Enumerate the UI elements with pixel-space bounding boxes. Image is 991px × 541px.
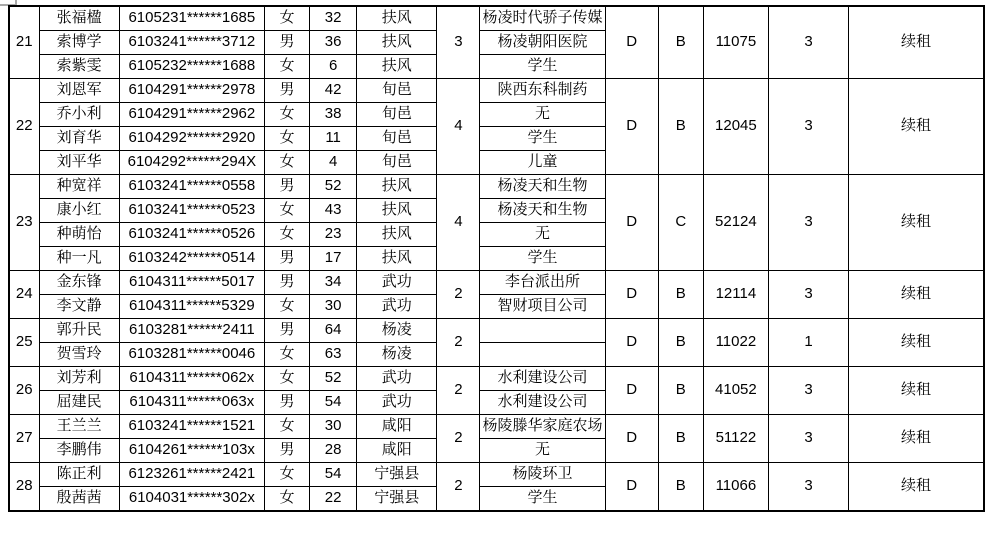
code-d-cell: D [605, 6, 658, 79]
id-number-cell: 6103242******0514 [119, 247, 264, 271]
origin-cell: 杨凌 [357, 343, 437, 367]
age-cell: 64 [310, 319, 357, 343]
code-d-cell: D [605, 415, 658, 463]
group-number-cell: 21 [9, 6, 39, 79]
name-cell: 刘育华 [39, 127, 119, 151]
group-number-cell: 27 [9, 415, 39, 463]
room-number-cell: 11075 [703, 6, 768, 79]
origin-cell: 杨凌 [357, 319, 437, 343]
name-cell: 陈正利 [39, 463, 119, 487]
room-number-cell: 11066 [703, 463, 768, 512]
household-count-cell: 2 [437, 415, 480, 463]
room-number-cell: 11022 [703, 319, 768, 367]
name-cell: 乔小利 [39, 103, 119, 127]
origin-cell: 旬邑 [357, 79, 437, 103]
origin-cell: 扶风 [357, 199, 437, 223]
id-number-cell: 6104292******294X [119, 151, 264, 175]
origin-cell: 扶风 [357, 223, 437, 247]
workplace-cell: 儿童 [480, 151, 605, 175]
name-cell: 种一凡 [39, 247, 119, 271]
household-count-cell: 3 [437, 6, 480, 79]
age-cell: 52 [310, 175, 357, 199]
origin-cell: 扶风 [357, 175, 437, 199]
workplace-cell: 杨凌天和生物 [480, 199, 605, 223]
gender-cell: 女 [265, 6, 310, 31]
name-cell: 种宽祥 [39, 175, 119, 199]
id-number-cell: 6104311******062x [119, 367, 264, 391]
member-row [9, 175, 984, 199]
years-cell: 3 [768, 271, 848, 319]
age-cell: 63 [310, 343, 357, 367]
code-b-cell: B [658, 271, 703, 319]
name-cell: 刘平华 [39, 151, 119, 175]
household-count-cell: 2 [437, 271, 480, 319]
years-cell: 3 [768, 175, 848, 271]
id-number-cell: 6103241******0558 [119, 175, 264, 199]
workplace-cell: 学生 [480, 55, 605, 79]
gender-cell: 男 [265, 271, 310, 295]
gender-cell: 男 [265, 439, 310, 463]
workplace-cell: 学生 [480, 247, 605, 271]
name-cell: 刘恩军 [39, 79, 119, 103]
name-cell: 金东锋 [39, 271, 119, 295]
origin-cell: 扶风 [357, 55, 437, 79]
member-row [9, 367, 984, 391]
gender-cell: 男 [265, 319, 310, 343]
age-cell: 52 [310, 367, 357, 391]
renewal-status-cell: 续租 [849, 463, 984, 512]
age-cell: 30 [310, 295, 357, 319]
member-row [9, 79, 984, 103]
origin-cell: 宁强县 [357, 487, 437, 512]
tenant-roster-table [8, 5, 985, 512]
name-cell: 郭升民 [39, 319, 119, 343]
id-number-cell: 6103241******3712 [119, 31, 264, 55]
group-number-cell: 23 [9, 175, 39, 271]
code-d-cell: D [605, 175, 658, 271]
member-row [9, 271, 984, 295]
age-cell: 32 [310, 6, 357, 31]
code-d-cell: D [605, 79, 658, 175]
member-row [9, 415, 984, 439]
id-number-cell: 6104291******2978 [119, 79, 264, 103]
origin-cell: 武功 [357, 367, 437, 391]
code-b-cell: B [658, 463, 703, 512]
age-cell: 22 [310, 487, 357, 512]
age-cell: 28 [310, 439, 357, 463]
code-b-cell: B [658, 319, 703, 367]
workplace-cell: 杨凌朝阳医院 [480, 31, 605, 55]
room-number-cell: 51122 [703, 415, 768, 463]
origin-cell: 旬邑 [357, 127, 437, 151]
origin-cell: 宁强县 [357, 463, 437, 487]
member-row [9, 6, 984, 31]
gender-cell: 女 [265, 415, 310, 439]
code-b-cell: C [658, 175, 703, 271]
household-count-cell: 4 [437, 175, 480, 271]
id-number-cell: 6104261******103x [119, 439, 264, 463]
workplace-cell: 陕西东科制药 [480, 79, 605, 103]
workplace-cell: 智财项目公司 [480, 295, 605, 319]
workplace-cell: 杨凌时代骄子传媒 [480, 6, 605, 31]
code-d-cell: D [605, 271, 658, 319]
gender-cell: 女 [265, 295, 310, 319]
workplace-cell: 杨凌天和生物 [480, 175, 605, 199]
age-cell: 4 [310, 151, 357, 175]
origin-cell: 武功 [357, 271, 437, 295]
code-b-cell: B [658, 79, 703, 175]
renewal-status-cell: 续租 [849, 6, 984, 79]
gender-cell: 女 [265, 151, 310, 175]
gender-cell: 男 [265, 391, 310, 415]
origin-cell: 武功 [357, 391, 437, 415]
code-d-cell: D [605, 367, 658, 415]
workplace-cell: 李台派出所 [480, 271, 605, 295]
years-cell: 3 [768, 6, 848, 79]
age-cell: 34 [310, 271, 357, 295]
origin-cell: 咸阳 [357, 439, 437, 463]
name-cell: 索博学 [39, 31, 119, 55]
workplace-cell: 杨陵滕华家庭农场 [480, 415, 605, 439]
years-cell: 3 [768, 367, 848, 415]
gender-cell: 男 [265, 247, 310, 271]
room-number-cell: 41052 [703, 367, 768, 415]
room-number-cell: 12045 [703, 79, 768, 175]
years-cell: 3 [768, 463, 848, 512]
household-count-cell: 2 [437, 367, 480, 415]
age-cell: 38 [310, 103, 357, 127]
code-b-cell: B [658, 367, 703, 415]
age-cell: 11 [310, 127, 357, 151]
gender-cell: 男 [265, 79, 310, 103]
gender-cell: 女 [265, 367, 310, 391]
workplace-cell: 无 [480, 223, 605, 247]
renewal-status-cell: 续租 [849, 367, 984, 415]
origin-cell: 扶风 [357, 31, 437, 55]
id-number-cell: 6104311******5017 [119, 271, 264, 295]
code-b-cell: B [658, 415, 703, 463]
renewal-status-cell: 续租 [849, 79, 984, 175]
gender-cell: 女 [265, 199, 310, 223]
group-number-cell: 26 [9, 367, 39, 415]
id-number-cell: 6104291******2962 [119, 103, 264, 127]
age-cell: 54 [310, 391, 357, 415]
renewal-status-cell: 续租 [849, 415, 984, 463]
workplace-cell: 水利建设公司 [480, 367, 605, 391]
name-cell: 刘芳利 [39, 367, 119, 391]
origin-cell: 武功 [357, 295, 437, 319]
workplace-cell: 无 [480, 103, 605, 127]
origin-cell: 扶风 [357, 6, 437, 31]
origin-cell: 扶风 [357, 247, 437, 271]
id-number-cell: 6103241******0523 [119, 199, 264, 223]
name-cell: 屈建民 [39, 391, 119, 415]
years-cell: 1 [768, 319, 848, 367]
workplace-cell: 学生 [480, 487, 605, 512]
member-row [9, 319, 984, 343]
gender-cell: 女 [265, 487, 310, 512]
group-number-cell: 24 [9, 271, 39, 319]
gender-cell: 女 [265, 343, 310, 367]
name-cell: 索紫雯 [39, 55, 119, 79]
id-number-cell: 6103241******0526 [119, 223, 264, 247]
group-number-cell: 22 [9, 79, 39, 175]
name-cell: 王兰兰 [39, 415, 119, 439]
renewal-status-cell: 续租 [849, 319, 984, 367]
room-number-cell: 52124 [703, 175, 768, 271]
code-d-cell: D [605, 463, 658, 512]
group-number-cell: 28 [9, 463, 39, 512]
group-number-cell: 25 [9, 319, 39, 367]
id-number-cell: 6103281******2411 [119, 319, 264, 343]
name-cell: 贺雪玲 [39, 343, 119, 367]
workplace-cell [480, 343, 605, 367]
years-cell: 3 [768, 415, 848, 463]
gender-cell: 女 [265, 463, 310, 487]
room-number-cell: 12114 [703, 271, 768, 319]
years-cell: 3 [768, 79, 848, 175]
id-number-cell: 6103241******1521 [119, 415, 264, 439]
origin-cell: 旬邑 [357, 151, 437, 175]
gender-cell: 女 [265, 223, 310, 247]
id-number-cell: 6104031******302x [119, 487, 264, 512]
workplace-cell: 无 [480, 439, 605, 463]
age-cell: 30 [310, 415, 357, 439]
name-cell: 种萌怡 [39, 223, 119, 247]
origin-cell: 咸阳 [357, 415, 437, 439]
origin-cell: 旬邑 [357, 103, 437, 127]
id-number-cell: 6104292******2920 [119, 127, 264, 151]
name-cell: 殷茜茜 [39, 487, 119, 512]
name-cell: 康小红 [39, 199, 119, 223]
workplace-cell: 学生 [480, 127, 605, 151]
household-count-cell: 2 [437, 463, 480, 512]
age-cell: 23 [310, 223, 357, 247]
tenant-roster-body [9, 6, 984, 511]
name-cell: 李文静 [39, 295, 119, 319]
code-b-cell: B [658, 6, 703, 79]
id-number-cell: 6105232******1688 [119, 55, 264, 79]
id-number-cell: 6104311******5329 [119, 295, 264, 319]
gender-cell: 女 [265, 103, 310, 127]
household-count-cell: 4 [437, 79, 480, 175]
gender-cell: 男 [265, 31, 310, 55]
workplace-cell: 杨陵环卫 [480, 463, 605, 487]
id-number-cell: 6123261******2421 [119, 463, 264, 487]
household-count-cell: 2 [437, 319, 480, 367]
id-number-cell: 6103281******0046 [119, 343, 264, 367]
renewal-status-cell: 续租 [849, 271, 984, 319]
renewal-status-cell: 续租 [849, 175, 984, 271]
name-cell: 李鹏伟 [39, 439, 119, 463]
age-cell: 43 [310, 199, 357, 223]
age-cell: 54 [310, 463, 357, 487]
gender-cell: 男 [265, 175, 310, 199]
workplace-cell [480, 319, 605, 343]
age-cell: 17 [310, 247, 357, 271]
name-cell: 张福楹 [39, 6, 119, 31]
code-d-cell: D [605, 319, 658, 367]
id-number-cell: 6105231******1685 [119, 6, 264, 31]
gender-cell: 女 [265, 127, 310, 151]
gender-cell: 女 [265, 55, 310, 79]
age-cell: 6 [310, 55, 357, 79]
id-number-cell: 6104311******063x [119, 391, 264, 415]
workplace-cell: 水利建设公司 [480, 391, 605, 415]
member-row [9, 463, 984, 487]
age-cell: 36 [310, 31, 357, 55]
age-cell: 42 [310, 79, 357, 103]
